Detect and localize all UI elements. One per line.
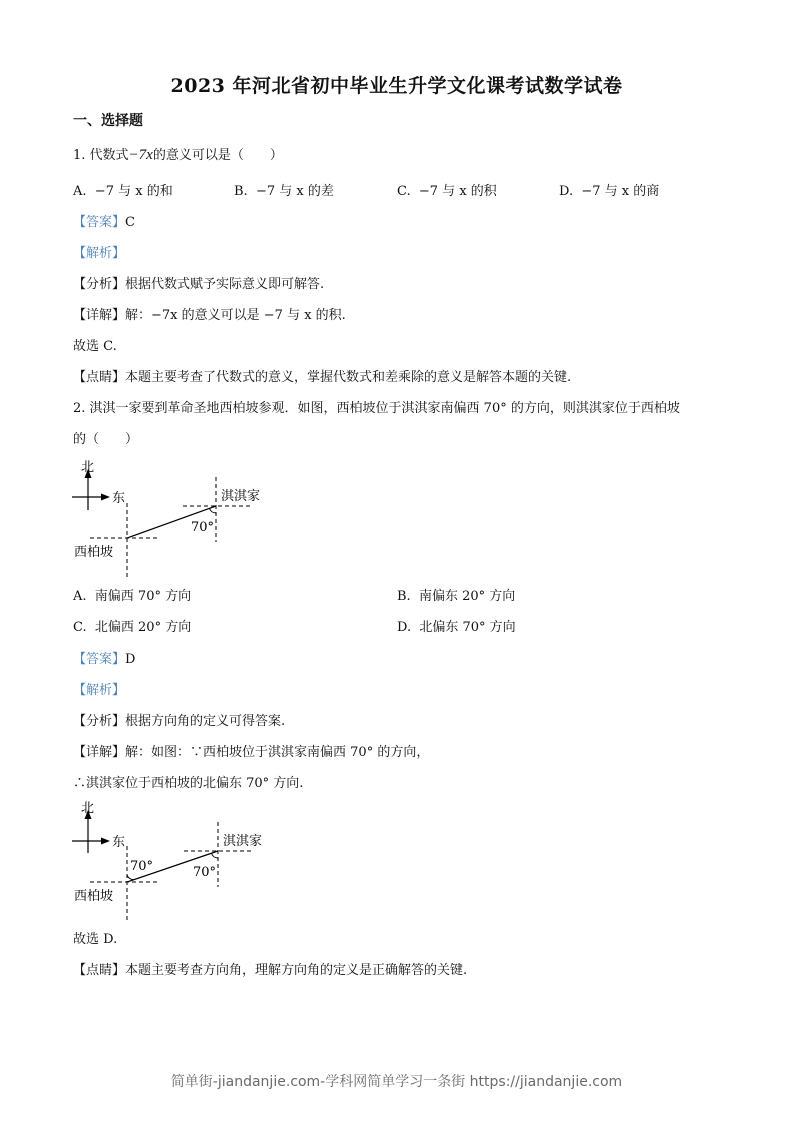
- q2-fenxi: 【分析】根据方向角的定义可得答案.: [73, 714, 286, 729]
- svg-text:淇淇家: 淇淇家: [223, 834, 263, 849]
- q1-answer: 【答案】C: [73, 215, 135, 230]
- q2-option-a: A. 南偏西 70° 方向: [73, 589, 192, 604]
- q1-dianjing: 【点睛】本题主要考查了代数式的意义，掌握代数式和差乘除的意义是解答本题的关键.: [73, 370, 572, 385]
- q1-expression: −7x: [128, 147, 153, 163]
- q2-solution-figure: [60, 798, 310, 923]
- section-heading: 一、选择题: [73, 113, 143, 129]
- svg-text:东: 东: [112, 835, 126, 850]
- q2-analysis-tag: 【解析】: [73, 683, 126, 698]
- q1-option-d: D. −7 与 x 的商: [559, 184, 660, 199]
- q1-stem-prefix: 1. 代数式: [73, 148, 129, 163]
- q2-option-b: B. 南偏东 20° 方向: [397, 589, 516, 604]
- q1-fenxi: 【分析】根据代数式赋予实际意义即可解答.: [73, 277, 325, 292]
- answer-tag: 【答案】: [73, 215, 126, 230]
- q1-option-b: B. −7 与 x 的差: [234, 184, 334, 199]
- svg-text:北: 北: [81, 460, 95, 475]
- svg-text:西柏坡: 西柏坡: [74, 889, 114, 904]
- svg-text:70°: 70°: [191, 520, 215, 535]
- q1-option-c: C. −7 与 x 的积: [397, 184, 497, 199]
- q1-option-a: A. −7 与 x 的和: [73, 184, 173, 199]
- q2-conclusion: 故选 D.: [73, 932, 118, 947]
- svg-text:70°: 70°: [130, 859, 154, 874]
- q1-stem-suffix: 的意义可以是（ ）: [152, 148, 283, 163]
- svg-text:70°: 70°: [193, 865, 217, 880]
- footer-watermark: 简单街-jiandanjie.com-学科网简单学习一条街 https://jiandanjie.com: [170, 1074, 623, 1090]
- q2-direction-figure: [60, 455, 290, 580]
- east-arrow-icon: [101, 494, 110, 501]
- q2-option-d: D. 北偏东 70° 方向: [397, 620, 516, 635]
- q2-option-c: C. 北偏西 20° 方向: [73, 620, 192, 635]
- svg-text:北: 北: [81, 801, 95, 816]
- svg-text:西柏坡: 西柏坡: [74, 545, 114, 560]
- q2-stem-line1: 2. 淇淇一家要到革命圣地西柏坡参观．如图，西柏坡位于淇淇家南偏西 70° 的方向，则淇淇家位于西柏坡: [73, 401, 680, 416]
- q1-conclusion: 故选 C.: [73, 339, 117, 354]
- q2-therefore: ∴淇淇家位于西柏坡的北偏东 70° 方向.: [73, 776, 304, 791]
- q1-analysis-tag: 【解析】: [73, 246, 126, 261]
- q2-stem-line2: 的（ ）: [73, 432, 139, 447]
- answer-tag: 【答案】: [73, 652, 126, 667]
- q1-stem: [73, 146, 283, 165]
- svg-text:淇淇家: 淇淇家: [221, 489, 261, 504]
- q1-xiangjie: 【详解】解：−7x 的意义可以是 −7 与 x 的积.: [73, 308, 346, 323]
- svg-text:东: 东: [112, 491, 126, 506]
- east-arrow-icon: [101, 838, 110, 845]
- q2-xiangjie: 【详解】解：如图：∵西柏坡位于淇淇家南偏西 70° 的方向，: [73, 745, 430, 760]
- q2-dianjing: 【点睛】本题主要考查方向角，理解方向角的定义是正确解答的关键.: [73, 963, 468, 978]
- q2-answer: 【答案】D: [73, 652, 136, 667]
- page-title: 2023 年河北省初中毕业生升学文化课考试数学试卷: [170, 75, 623, 97]
